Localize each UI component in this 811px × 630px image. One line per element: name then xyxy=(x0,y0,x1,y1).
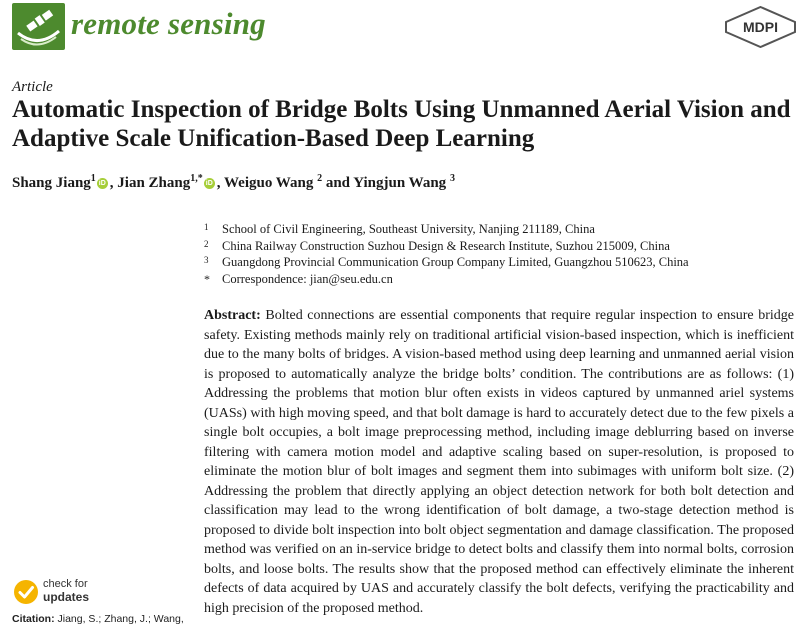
check-updates-line2: updates xyxy=(43,590,90,604)
author-affiliation-mark: 3 xyxy=(449,173,455,184)
affiliation-text: Guangdong Provincial Communication Group Company Limited, Guangzhou 510623, China xyxy=(222,255,689,269)
journal-logo xyxy=(12,3,65,50)
author-separator: , xyxy=(109,175,118,191)
orcid-icon[interactable]: iD xyxy=(205,180,213,187)
orcid-icon[interactable]: iD xyxy=(98,180,106,187)
journal-name: remote sensing xyxy=(71,6,266,41)
author-name: Shang Jiang xyxy=(12,175,91,191)
author-affiliation-mark: 1,* xyxy=(190,173,203,184)
affiliation-number: 3 xyxy=(204,255,209,265)
satellite-icon xyxy=(12,3,65,50)
check-updates-line1: check for xyxy=(43,578,88,590)
citation xyxy=(12,613,184,625)
affiliation-item xyxy=(204,221,689,238)
abstract-label: Abstract: xyxy=(204,308,261,323)
author-affiliation-mark: 1 xyxy=(90,173,96,184)
publisher-name: MDPI xyxy=(743,19,778,35)
author-separator: , xyxy=(216,175,224,191)
affiliation-number: 1 xyxy=(204,222,209,232)
author-separator: and xyxy=(322,175,354,191)
check-updates-icon xyxy=(14,580,38,604)
article-type: Article xyxy=(12,79,53,95)
affiliation-item xyxy=(204,238,689,255)
affiliation-text: China Railway Construction Suzhou Design & Research Institute, Suzhou 215009, China xyxy=(222,238,670,253)
mdpi-logo-icon xyxy=(724,6,797,48)
article-title: Automatic Inspection of Bridge Bolts Using Unmanned Aerial Vision and Adaptive Scale Unification-Based Deep Learning xyxy=(12,96,791,152)
affiliation-item xyxy=(204,254,689,271)
check-updates-label xyxy=(43,578,89,604)
affiliation-text: School of Civil Engineering, Southeast University, Nanjing 211189, China xyxy=(222,222,595,236)
author-name: Jian Zhang xyxy=(117,175,191,191)
abstract-text: Bolted connections are essential components that require regular inspection to ensure bridge safety. Existing methods mainly rely on traditional artificial vision-based inspection, which is inefficient due to the many bolts of bridges. A vision-based method using deep learning and unmanned aerial vision is proposed to automatically analyze the bridge bolts’ condition. The contributions are as follows: (1) Addressing the problems that motion blur often exists in videos captured by unmanned ariel systems (UASs) with high moving speed, and that bolt damage is hard to accurately detect due to the few pixels a single bolt occupies, a bolt image preprocessing method, including image deblurring based on inverse filtering with camera motion model and adaptive scaling based on super-resolution, is proposed to eliminate the motion blur of bolt images and segment them into subimages with uniform bolt size. (2) Addressing the problem that directly applying an object detection network for both bolt detection and classification may lead to the wrong identification of bolt damage, a two-stage detection method is proposed to divide bolt inspection into bolt object segmentation and damage classification. The proposed method was verified on an in-service bridge to detect bolts and classify them into normal bolts, corrosion bolts, and loose bolts. The results show that the proposed method can effectively eliminate the inherent defects of data acquired by UAS and accurately classify the bolt defects, verifying the practicability and high precision of the proposed method. xyxy=(204,308,795,616)
check-for-updates-button[interactable] xyxy=(14,576,94,606)
correspondence-text[interactable]: Correspondence: jian@seu.edu.cn xyxy=(222,271,393,286)
author-list xyxy=(12,173,455,192)
affiliation-list xyxy=(204,221,689,287)
abstract xyxy=(204,306,794,618)
citation-label: Citation: xyxy=(12,613,55,625)
citation-text: Jiang, S.; Zhang, J.; Wang, xyxy=(57,613,184,625)
correspondence-mark: * xyxy=(204,271,210,286)
author-name: Yingjun Wang xyxy=(353,175,447,191)
author-name: Weiguo Wang xyxy=(223,175,314,191)
affiliation-number: 2 xyxy=(204,238,209,249)
author-affiliation-mark: 2 xyxy=(317,173,323,184)
correspondence-item xyxy=(204,271,689,288)
